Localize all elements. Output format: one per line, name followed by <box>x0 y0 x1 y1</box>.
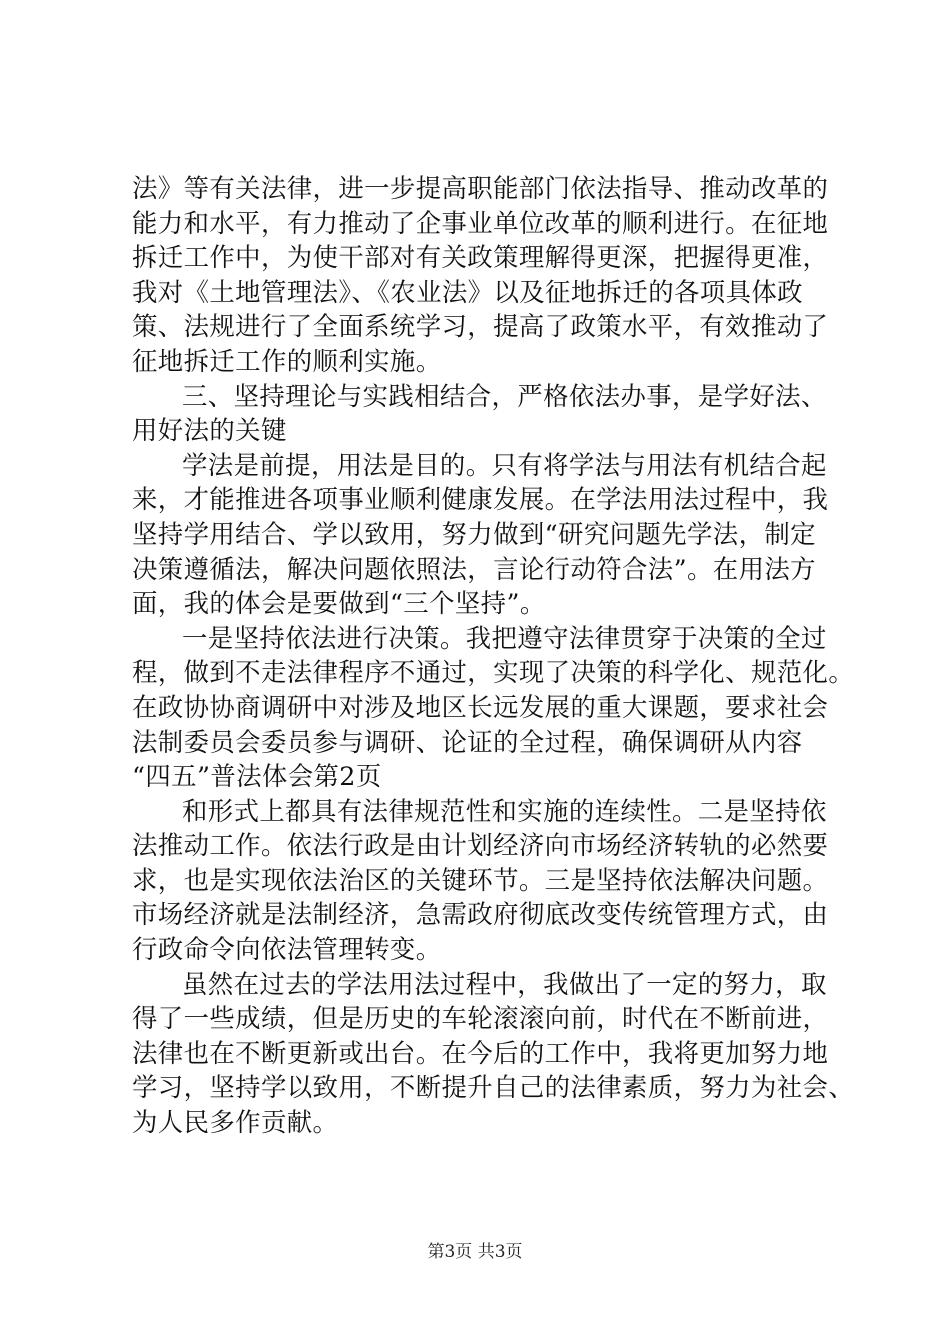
text-line: 面，我的体会是要做到“三个坚持”。 <box>132 588 546 619</box>
text-line: 在政协协商调研中对涉及地区长远发展的重大课题，要求社会 <box>132 691 829 722</box>
text-line: 决策遵循法，解决问题依照法，言论行动符合法”。在用法方 <box>132 553 816 584</box>
page-footer: 第3页 共3页 <box>427 1242 523 1262</box>
text-line: 来，才能推进各项事业顺利健康发展。在学法用法过程中，我 <box>132 484 829 515</box>
text-line: 我对《土地管理法》、《农业法》以及征地拆迁的各项具体政 <box>132 276 803 307</box>
text-line: 用好法的关键 <box>132 415 287 446</box>
text-line: “四五”普法体会第2页 <box>132 761 382 792</box>
text-line: 能力和水平，有力推动了企事业单位改革的顺利进行。在征地 <box>132 207 829 238</box>
text-line: 学习，坚持学以致用，不断提升自己的法律素质，努力为社会、 <box>132 1072 855 1103</box>
text-line: 策、法规进行了全面系统学习，提高了政策水平，有效推动了 <box>132 311 829 342</box>
text-line: 法》等有关法律，进一步提高职能部门依法指导、推动改革的 <box>132 173 829 203</box>
text-line: 一是坚持依法进行决策。我把遵守法律贯穿于决策的全过 <box>182 622 827 653</box>
text-line: 虽然在过去的学法用法过程中，我做出了一定的努力，取 <box>182 968 827 999</box>
document-body <box>132 171 855 1140</box>
text-line: 得了一些成绩，但是历史的车轮滚滚向前，时代在不断前进， <box>132 1003 829 1034</box>
text-line: 拆迁工作中，为使干部对有关政策理解得更深，把握得更准， <box>132 242 829 273</box>
text-line: 三、坚持理论与实践相结合，严格依法办事，是学好法、 <box>182 380 827 411</box>
text-line: 法推动工作。依法行政是由计划经济向市场经济转轨的必然要 <box>132 830 829 861</box>
text-line: 和形式上都具有法律规范性和实施的连续性。二是坚持依 <box>182 795 827 826</box>
text-line: 程，做到不走法律程序不通过，实现了决策的科学化、规范化。 <box>132 657 855 688</box>
text-line: 法律也在不断更新或出台。在今后的工作中，我将更加努力地 <box>132 1037 829 1068</box>
text-line: 学法是前提，用法是目的。只有将学法与用法有机结合起 <box>182 449 827 480</box>
text-line: 法制委员会委员参与调研、论证的全过程，确保调研从内容 <box>132 726 803 757</box>
text-line: 征地拆迁工作的顺利实施。 <box>132 345 442 376</box>
text-line: 为人民多作贡献。 <box>132 1107 339 1138</box>
text-line: 市场经济就是法制经济，急需政府彻底改变传统管理方式，由 <box>132 899 829 930</box>
text-line: 坚持学用结合、学以致用，努力做到“研究问题先学法，制定 <box>132 518 816 549</box>
text-line: 行政命令向依法管理转变。 <box>132 934 442 965</box>
text-line: 求，也是实现依法治区的关键环节。三是坚持依法解决问题。 <box>132 864 829 895</box>
